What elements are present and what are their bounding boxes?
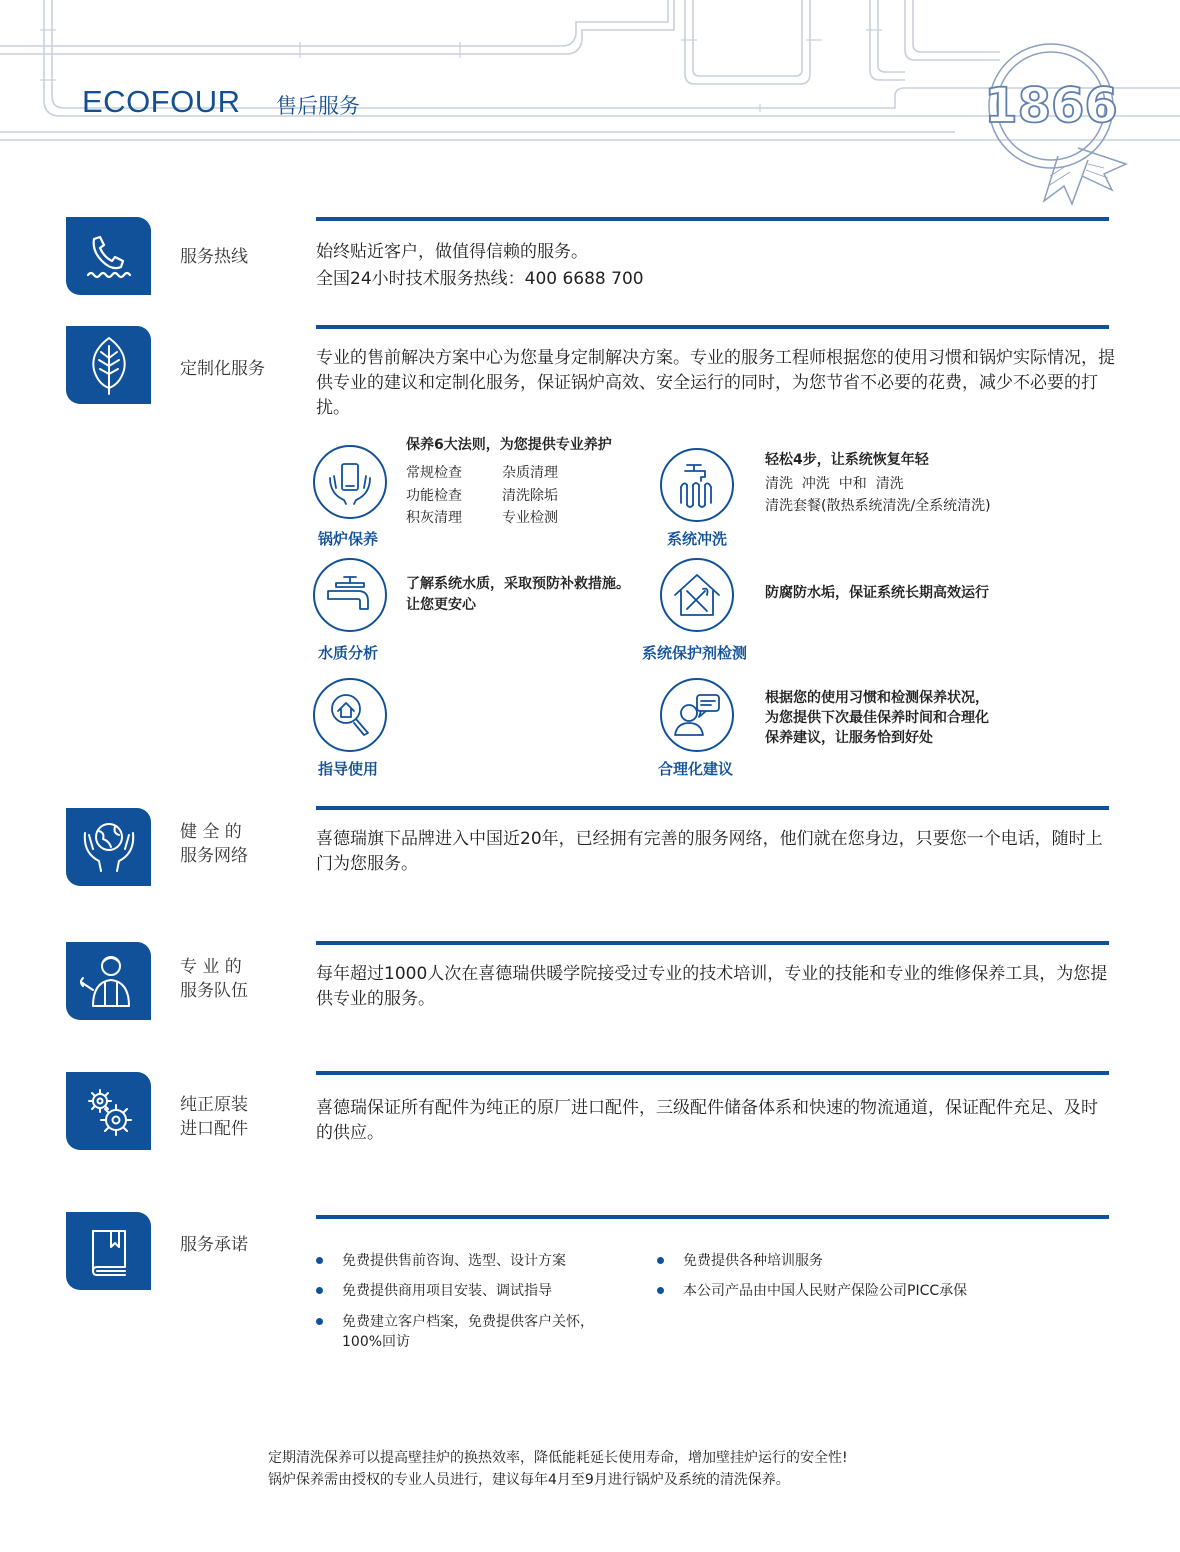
phone-icon bbox=[66, 217, 151, 295]
service-caption-water: 水质分析 bbox=[318, 644, 379, 662]
water-line-1: 了解系统水质，采取预防补救措施。 bbox=[406, 576, 630, 592]
hands-phone-icon bbox=[313, 445, 387, 519]
anniversary-badge bbox=[966, 36, 1136, 206]
network-text: 喜德瑞旗下品牌进入中国近20年，已经拥有完善的服务网络，他们就在您身边，只要您一个电话，随时上门为您服务。 bbox=[316, 829, 1103, 874]
section-rule bbox=[316, 806, 1109, 810]
boiler-title: 保养6大法则，为您提供专业养护 bbox=[406, 437, 612, 453]
section-rule bbox=[316, 325, 1109, 329]
book-icon bbox=[66, 1212, 151, 1290]
water-line-2: 让您更安心 bbox=[406, 597, 476, 613]
section-label-network-1: 健 全 的 bbox=[180, 822, 242, 842]
section-rule bbox=[316, 1071, 1109, 1075]
badge-year: 1866 bbox=[984, 78, 1118, 134]
page-title: 售后服务 bbox=[276, 94, 360, 118]
service-caption-boiler: 锅炉保养 bbox=[318, 530, 379, 548]
section-label-custom: 定制化服务 bbox=[180, 359, 265, 379]
section-label-hotline: 服务热线 bbox=[180, 247, 248, 267]
promise-bullet: 免费提供售前咨询、选型、设计方案 bbox=[316, 1251, 566, 1271]
brand-logo-text: ECOFOUR bbox=[82, 84, 241, 119]
service-caption-guide: 指导使用 bbox=[318, 760, 379, 778]
footer-note-1: 定期清洗保养可以提高壁挂炉的换热效率，降低能耗延长使用寿命，增加壁挂炉运行的安全性! bbox=[268, 1450, 848, 1466]
service-caption-protect: 系统保护剂检测 bbox=[642, 644, 748, 662]
hotline-line-2: 全国24小时技术服务热线：400 6688 700 bbox=[316, 269, 644, 289]
section-rule bbox=[316, 217, 1109, 221]
flush-package: 清洗套餐(散热系统清洗/全系统清洗) bbox=[765, 498, 991, 514]
person-speech-icon bbox=[660, 678, 734, 752]
advice-line-2: 为您提供下次最佳保养时间和合理化 bbox=[765, 710, 989, 726]
footer-note-2: 锅炉保养需由授权的专业人员进行，建议每年4月至9月进行锅炉及系统的清洗保养。 bbox=[268, 1472, 790, 1488]
faucet-coil-icon bbox=[660, 448, 734, 522]
section-label-promise: 服务承诺 bbox=[180, 1235, 248, 1255]
protect-text: 防腐防水垢，保证系统长期高效运行 bbox=[765, 585, 989, 601]
advice-line-1: 根据您的使用习惯和检测保养状况， bbox=[765, 690, 989, 706]
section-label-parts-2: 进口配件 bbox=[180, 1119, 248, 1139]
promise-bullet: 免费提供各种培训服务 bbox=[657, 1251, 823, 1271]
service-caption-advice: 合理化建议 bbox=[658, 760, 734, 778]
section-rule bbox=[316, 1215, 1109, 1219]
parts-text: 喜德瑞保证所有配件为纯正的原厂进口配件，三级配件储备体系和快速的物流通道，保证配件充足、及时的供应。 bbox=[316, 1098, 1098, 1143]
hotline-line-1: 始终贴近客户，做值得信赖的服务。 bbox=[316, 242, 588, 262]
gears-icon bbox=[66, 1072, 151, 1150]
promise-bullet: 免费提供商用项目安装、调试指导 bbox=[316, 1281, 552, 1301]
magnifier-house-icon bbox=[313, 678, 387, 752]
boiler-item: 功能检查 bbox=[406, 488, 462, 504]
custom-text: 专业的售前解决方案中心为您量身定制解决方案。专业的服务工程师根据您的使用习惯和锅炉实际情况，提供专业的建议和定制化服务，保证锅炉高效、安全运行的同时，为您节省不必要的花费，减少不必要的打扰。 bbox=[316, 348, 1115, 418]
section-label-network-2: 服务网络 bbox=[180, 846, 248, 866]
flush-title: 轻松4步，让系统恢复年轻 bbox=[765, 452, 929, 468]
house-tools-icon bbox=[660, 558, 734, 632]
boiler-item: 积灰清理 bbox=[406, 510, 462, 526]
promise-bullet: 本公司产品由中国人民财产保险公司PICC承保 bbox=[657, 1281, 967, 1301]
section-label-parts-1: 纯正原装 bbox=[180, 1095, 248, 1115]
section-label-team-2: 服务队伍 bbox=[180, 981, 248, 1001]
leaf-icon bbox=[66, 326, 151, 404]
technician-icon bbox=[66, 942, 151, 1020]
boiler-item: 专业检测 bbox=[502, 510, 558, 526]
advice-line-3: 保养建议，让服务恰到好处 bbox=[765, 730, 933, 746]
section-rule bbox=[316, 941, 1109, 945]
service-caption-flush: 系统冲洗 bbox=[667, 530, 728, 548]
boiler-item: 清洗除垢 bbox=[502, 488, 558, 504]
team-text: 每年超过1000人次在喜德瑞供暖学院接受过专业的技术培训，专业的技能和专业的维修保养工具，为您提供专业的服务。 bbox=[316, 964, 1108, 1009]
section-label-team-1: 专 业 的 bbox=[180, 957, 242, 977]
globe-hands-icon bbox=[66, 808, 151, 886]
boiler-item: 常规检查 bbox=[406, 465, 462, 481]
flush-steps: 清洗 冲洗 中和 清洗 bbox=[765, 476, 904, 492]
faucet-icon bbox=[313, 558, 387, 632]
boiler-item: 杂质清理 bbox=[502, 465, 558, 481]
promise-bullet: 免费建立客户档案，免费提供客户关怀， 100%回访 bbox=[316, 1312, 594, 1352]
